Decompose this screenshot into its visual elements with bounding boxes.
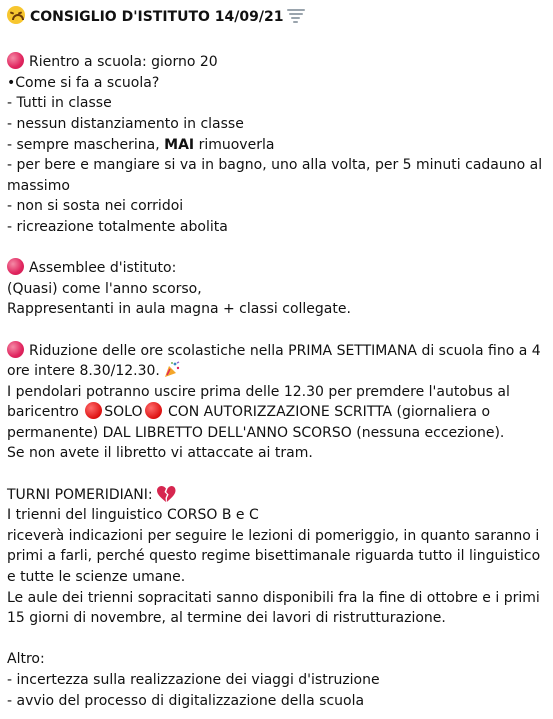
red-circle-icon <box>7 258 24 275</box>
paragraph-line: riceverà indicazioni per seguire le lezioni di pomeriggio, in quanto saranno i primi a farli, perché questo regime bisettimanale riguarda tutto il linguistico e tutte le scienze umane. <box>7 527 541 586</box>
red-circle-icon <box>7 52 24 69</box>
paragraph-line: Rappresentanti in aula magna + classi collegate. <box>7 301 351 318</box>
paragraph-line: I trienni del linguistico CORSO B e C <box>7 507 259 524</box>
paragraph-line: I pendolari potranno uscire prima delle 12.30 per premdere l'autobus al <box>7 383 510 400</box>
list-item: - nessun distanziamento in classe <box>7 115 244 132</box>
title-text: CONSIGLIO D'ISTITUTO 14/09/21 <box>30 9 284 25</box>
list-item: - avvio del processo di digitalizzazione della scuola <box>7 692 365 709</box>
list-item: - Tutti in classe <box>7 95 112 112</box>
heading-text: Rientro a scuola: giorno 20 <box>29 54 218 71</box>
list-item-mask <box>7 135 549 156</box>
section-rientro-subheading: •Come si fa a scuola? <box>7 74 160 91</box>
tornado-icon <box>287 8 305 24</box>
solo-text: SOLO <box>104 404 143 421</box>
red-circle-icon <box>7 341 24 358</box>
baricentro-prefix: baricentro <box>7 404 79 421</box>
mask-suffix: rimuoverla <box>194 136 275 153</box>
heading-text: Assemblee d'istituto: <box>29 260 177 277</box>
stop-sign-icon <box>145 402 162 419</box>
section-altro-heading: Altro: <box>7 651 45 668</box>
section-riduzione-heading <box>7 341 549 382</box>
section-turni-heading <box>7 485 549 506</box>
party-popper-icon <box>163 361 181 379</box>
paragraph-line: Se non avete il libretto vi attaccate ai tram. <box>7 445 313 462</box>
paragraph-autorizzazione <box>7 402 549 443</box>
heading-text: Riduzione delle ore scolastiche nella PRIMA SETTIMANA di scuola fino a 4 ore intere 8.30/12.30. <box>7 342 541 380</box>
paragraph-line: Le aule dei trienni sopracitati sanno disponibili fra la fine di ottobre e i primi 15 giorni di novembre, al termine dei lavori di ristrutturazione. <box>7 589 540 627</box>
message-title <box>7 6 549 28</box>
mask-bold: MAI <box>164 136 195 153</box>
list-item: - per bere e mangiare si va in bagno, uno alla volta, per 5 minuti cadauno al massimo <box>7 157 543 194</box>
list-item: - non si sosta nei corridoi <box>7 198 184 215</box>
mask-prefix: - sempre mascherina, <box>7 136 165 153</box>
broken-heart-icon <box>156 485 176 503</box>
section-rientro-heading <box>7 52 549 73</box>
baricentro-suffix: CON AUTORIZZAZIONE SCRITTA (giornaliera o permanente) DAL LIBRETTO DELL'ANNO SCORSO (nessuna eccezione). <box>7 404 505 441</box>
stop-sign-icon <box>85 402 102 419</box>
persevering-face-icon <box>7 6 25 24</box>
heading-text: TURNI POMERIDIANI: <box>7 486 153 503</box>
paragraph-line: (Quasi) come l'anno scorso, <box>7 280 202 297</box>
message-body <box>7 0 549 711</box>
section-assemblee-heading <box>7 258 549 279</box>
list-item: - incertezza sulla realizzazione dei viaggi d'istruzione <box>7 672 380 688</box>
list-item: - ricreazione totalmente abolita <box>7 218 228 235</box>
